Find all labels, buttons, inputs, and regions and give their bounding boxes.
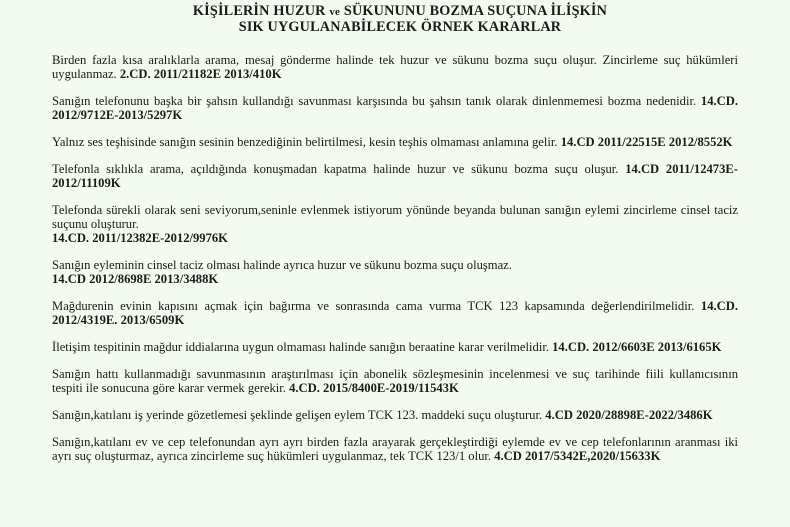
decision-text: Birden fazla kısa aralıklarla arama, mesaj gönderme halinde tek huzur ve sükunu bozma suçu oluşur. Zincirleme suç hükümleri uygulanmaz. <box>52 53 738 81</box>
decision-list <box>52 53 738 463</box>
title-line-1-part-a: KİŞİLERİN HUZUR <box>192 3 326 19</box>
decision-reference: 14.CD. 2012/4319E. 2013/6509K <box>52 299 738 327</box>
decision-text: Sanığın,katılanı ev ve cep telefonundan ayrı ayrı birden fazla arayarak gerçekleştirdiği eylemde ev ve cep telefonlarının aranması iki ayrı suç oluşturmaz, ayrıca zincirleme suç hükümleri uygulanmaz, tek TCK 123/1 olur. <box>52 435 738 463</box>
decision-reference: 2.CD. 2011/21182E 2013/410K <box>119 67 282 81</box>
decision-reference: 14.CD. 2012/9712E-2013/5297K <box>52 94 738 122</box>
decision-text: Sanığın,katılanı iş yerinde gözetlemesi şeklinde gelişen eylem TCK 123. maddeki suçu oluşturur. <box>52 408 546 422</box>
decision-text: Yalnız ses teşhisinde sanığın sesinin benzediğinin belirtilmesi, kesin teşhis olmaması anlamına gelir. <box>52 135 561 149</box>
decision-paragraph <box>52 94 738 122</box>
title-line-2: SIK UYGULANABİLECEK ÖRNEK KARARLAR <box>238 19 562 35</box>
decision-paragraph <box>52 203 738 245</box>
title-line-1-ve: ve <box>329 6 341 18</box>
title-line-1 <box>62 4 738 20</box>
decision-paragraph <box>52 135 738 149</box>
decision-text: Sanığın eyleminin cinsel taciz olması halinde ayrıca huzur ve sükunu bozma suçu oluşmaz. <box>52 258 512 272</box>
decision-text: Mağdurenin evinin kapısını açmak için bağırma ve sonrasında cama vurma TCK 123 kapsamında değerlendirilmelidir. <box>52 299 701 313</box>
decision-reference: 4.CD 2020/28898E-2022/3486K <box>545 408 713 422</box>
decision-paragraph <box>52 162 738 190</box>
decision-text: Telefonla sıklıkla arama, açıldığında konuşmadan kapatma halinde huzur ve sükunu bozma suçu oluşur. <box>52 162 626 176</box>
decision-reference: 4.CD 2017/5342E,2020/15633K <box>494 449 661 463</box>
decision-paragraph <box>52 258 738 286</box>
decision-reference: 14.CD. 2011/12382E-2012/9976K <box>52 231 228 245</box>
decision-text: Sanığın hattı kullanmadığı savunmasının araştırılması için abonelik sözleşmesinin incelenmesi ve suç tarihinde fiili kullanıcısının tespiti ile sonucuna göre karar vermek gerekir. <box>52 367 738 395</box>
decision-paragraph <box>52 367 738 395</box>
decision-reference: 14.CD. 2012/6603E 2013/6165K <box>552 340 722 354</box>
decision-paragraph <box>52 53 738 81</box>
decision-reference: 4.CD. 2015/8400E-2019/11543K <box>289 381 459 395</box>
decision-paragraph <box>52 408 738 422</box>
decision-text: İletişim tespitinin mağdur iddialarına uygun olmaması halinde sanığın beraatine karar verilmelidir. <box>52 340 553 354</box>
decision-paragraph <box>52 299 738 327</box>
decision-paragraph <box>52 435 738 463</box>
decision-text: Telefonda sürekli olarak seni seviyorum,seninle evlenmek istiyorum yönünde beyanda bulunan sanığın eylemi zincirleme cinsel taciz suçunu oluşturur. <box>52 203 738 231</box>
decision-text: Sanığın telefonunu başka bir şahsın kullandığı savunması karşısında bu şahsın tanık olarak dinlenmemesi bozma nedenidir. <box>52 94 701 108</box>
document-title <box>52 4 738 35</box>
decision-reference: 14.CD 2011/22515E 2012/8552K <box>560 135 733 149</box>
decision-reference: 14.CD 2012/8698E 2013/3488K <box>52 272 219 286</box>
title-line-1-part-b: SÜKUNUNU BOZMA SUÇUNA İLİŞKİN <box>343 3 608 19</box>
decision-paragraph <box>52 340 738 354</box>
decision-reference: 14.CD 2011/12473E-2012/11109K <box>52 162 738 190</box>
